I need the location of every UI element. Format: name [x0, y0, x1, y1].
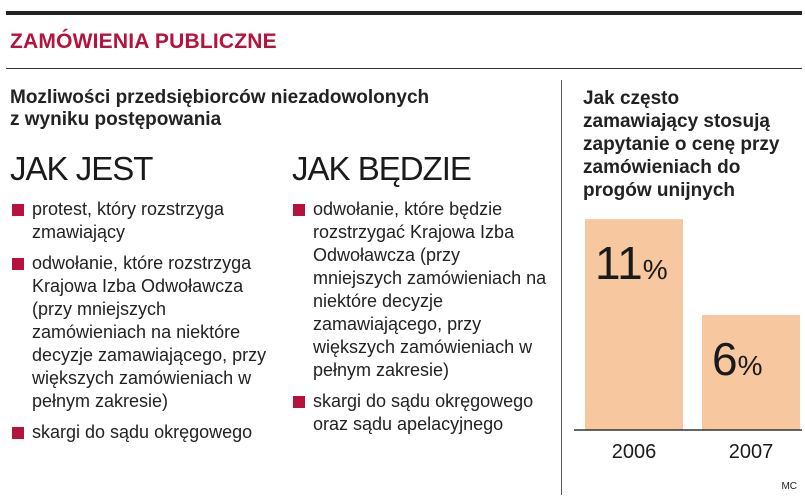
list-item-text: skargi do sądu okręgowego [32, 422, 253, 442]
bullet-square-icon [293, 204, 305, 216]
list-item-text: odwołanie, które rozstrzyga Krajowa Izba Odwoławcza (przy mniejszych zamówieniach na niektóre decyzje zamawiającego, przy większych zamówieniach w pełnym zakresie) [32, 253, 267, 411]
list-item-text: skargi do sądu okręgowego oraz sądu apelacyjnego [313, 391, 534, 434]
bar-value-label: 6% [712, 333, 763, 385]
chart-title: Jak często zamawiający stosują zapytanie o cenę przy zamówieniach do progów unijnych [583, 88, 780, 201]
bullet-square-icon [12, 427, 24, 439]
bar-value-unit: % [737, 350, 763, 381]
credit-label: MC [781, 481, 797, 492]
header-rule [6, 68, 802, 69]
list-item [12, 252, 272, 413]
list-item [12, 421, 272, 444]
column-heading-current: JAK JEST [10, 150, 153, 187]
top-rule [6, 11, 802, 15]
bullet-square-icon [293, 396, 305, 408]
bar-value-unit: % [642, 254, 668, 286]
list-item [293, 198, 553, 382]
column-divider [561, 80, 562, 495]
list-item [12, 198, 272, 244]
list-item [293, 390, 553, 436]
x-tick-label: 2007 [728, 441, 774, 463]
bullet-square-icon [12, 204, 24, 216]
page-title: ZAMÓWIENIA PUBLICZNE [10, 30, 277, 53]
bar-value-label: 11% [595, 237, 668, 290]
list-item-text: protest, który rozstrzyga zmawiający [32, 199, 225, 242]
column-future [293, 198, 553, 444]
bullet-square-icon [12, 258, 24, 270]
x-tick-label: 2006 [611, 441, 657, 463]
column-heading-future: JAK BĘDZIE [292, 150, 471, 187]
column-current [12, 198, 272, 452]
bar-chart [570, 200, 802, 470]
list-item-text: odwołanie, które będzie rozstrzygać Krajowa Izba Odwoławcza (przy mniejszych zamówieniach na niektóre decyzje zamawiającego, przy większych zamówieniach w pełnym zakresie) [313, 199, 547, 380]
section-subtitle: Mozliwości przedsiębiorców niezadowolonych z wyniku postępowania [10, 87, 430, 130]
